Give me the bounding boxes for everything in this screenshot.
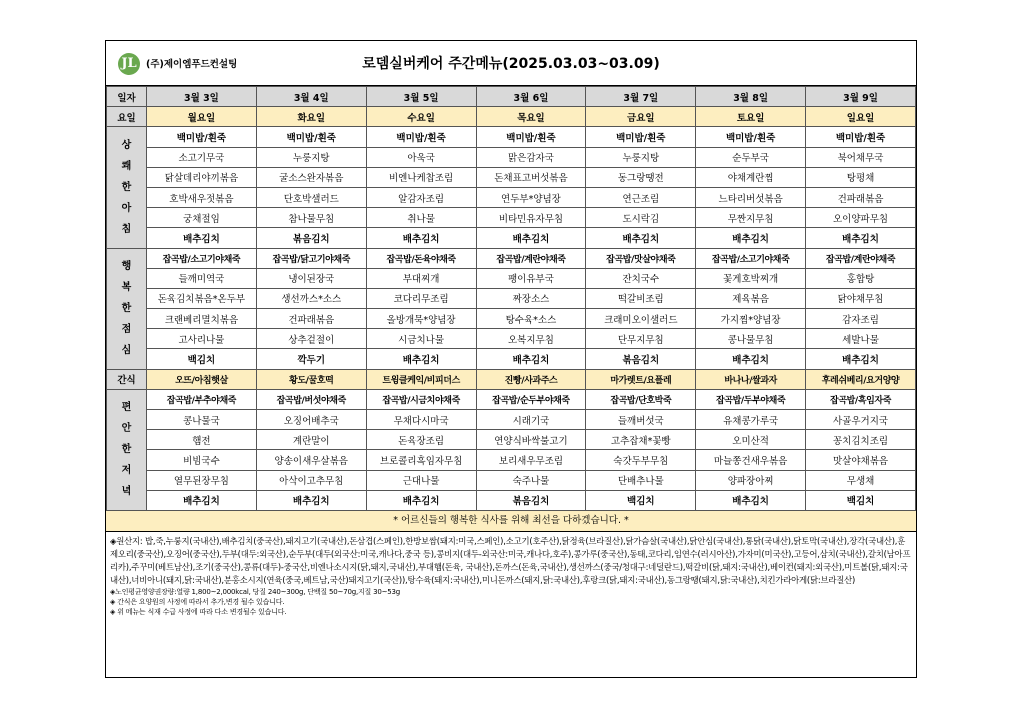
dinner-menu-item: 숙주나물 bbox=[476, 470, 586, 490]
breakfast-menu-item: 연두부*양념장 bbox=[476, 187, 586, 207]
dinner-row bbox=[107, 430, 916, 450]
breakfast-menu-item: 배추김치 bbox=[806, 228, 916, 248]
lunch-label-char: 점 bbox=[121, 324, 132, 336]
lunch-menu-item: 냉이된장국 bbox=[256, 268, 366, 288]
day-row bbox=[107, 107, 916, 127]
snack-cell: 진빵/사과주스 bbox=[476, 369, 586, 389]
lunch-label-char: 한 bbox=[121, 303, 132, 315]
day-cell: 화요일 bbox=[256, 107, 366, 127]
dinner-label-char: 안 bbox=[121, 423, 132, 435]
lunch-menu-item: 오복지무침 bbox=[476, 329, 586, 349]
breakfast-menu-item: 비엔나케찹조림 bbox=[366, 167, 476, 187]
lunch-menu-item: 배추김치 bbox=[806, 349, 916, 369]
breakfast-label-char: 한 bbox=[121, 181, 132, 193]
dinner-menu-item: 잡곡밥/부추야채죽 bbox=[147, 389, 257, 409]
day-cell: 토요일 bbox=[696, 107, 806, 127]
lunch-menu-item: 배추김치 bbox=[476, 349, 586, 369]
dinner-menu-item: 맛살야채볶음 bbox=[806, 450, 916, 470]
breakfast-menu-item: 배추김치 bbox=[366, 228, 476, 248]
dinner-menu-item: 비빔국수 bbox=[147, 450, 257, 470]
lunch-menu-item: 들깨미역국 bbox=[147, 268, 257, 288]
change-note: ◈ 위 메뉴는 식재 수급 사정에 따라 다소 변경될수 있습니다. bbox=[110, 607, 287, 616]
lunch-menu-item: 볶음김치 bbox=[586, 349, 696, 369]
lunch-menu-item: 꽃게호박찌개 bbox=[696, 268, 806, 288]
date-cell: 3월 7일 bbox=[586, 87, 696, 107]
lunch-label-char: 심 bbox=[121, 345, 132, 357]
dinner-menu-item: 오미산적 bbox=[696, 430, 806, 450]
dinner-menu-item: 사골우거지국 bbox=[806, 410, 916, 430]
breakfast-menu-item: 비타민유자무침 bbox=[476, 208, 586, 228]
breakfast-menu-item: 야채계란찜 bbox=[696, 167, 806, 187]
dinner-menu-item: 배추김치 bbox=[256, 490, 366, 510]
breakfast-menu-item: 누룽지탕 bbox=[256, 147, 366, 167]
snack-cell: 바나나/쌀과자 bbox=[696, 369, 806, 389]
breakfast-menu-item: 무짠지무침 bbox=[696, 208, 806, 228]
dinner-menu-item: 계란말이 bbox=[256, 430, 366, 450]
breakfast-menu-item: 볶음김치 bbox=[256, 228, 366, 248]
date-cell: 3월 9일 bbox=[806, 87, 916, 107]
lunch-menu-item: 고사리나물 bbox=[147, 329, 257, 349]
breakfast-row bbox=[107, 187, 916, 207]
lunch-menu-item: 감자조림 bbox=[806, 309, 916, 329]
breakfast-menu-item: 취나물 bbox=[366, 208, 476, 228]
date-cell: 3월 5일 bbox=[366, 87, 476, 107]
dinner-menu-item: 돈육장조림 bbox=[366, 430, 476, 450]
lunch-menu-item: 백김치 bbox=[147, 349, 257, 369]
breakfast-menu-item: 건파래볶음 bbox=[806, 187, 916, 207]
dinner-menu-item: 배추김치 bbox=[147, 490, 257, 510]
lunch-menu-item: 배추김치 bbox=[696, 349, 806, 369]
lunch-row bbox=[107, 268, 916, 288]
dinner-label-char: 한 bbox=[121, 444, 132, 456]
dinner-menu-item: 잡곡밥/두부야채죽 bbox=[696, 389, 806, 409]
breakfast-label-char: 아 bbox=[121, 202, 132, 214]
lunch-menu-item: 짜장소스 bbox=[476, 288, 586, 308]
breakfast-menu-item: 백미밥/흰죽 bbox=[586, 127, 696, 147]
dinner-menu-item: 양파장아찌 bbox=[696, 470, 806, 490]
breakfast-menu-item: 순두부국 bbox=[696, 147, 806, 167]
dinner-row bbox=[107, 410, 916, 430]
dinner-menu-item: 보리새우무조림 bbox=[476, 450, 586, 470]
lunch-menu-item: 상추겉절이 bbox=[256, 329, 366, 349]
breakfast-menu-item: 백미밥/흰죽 bbox=[696, 127, 806, 147]
lunch-label-char: 행 bbox=[121, 261, 132, 273]
lunch-menu-item: 올방개묵*양념장 bbox=[366, 309, 476, 329]
lunch-menu-item: 세발나물 bbox=[806, 329, 916, 349]
breakfast-menu-item: 배추김치 bbox=[586, 228, 696, 248]
snack-cell: 트윙클케익/비피더스 bbox=[366, 369, 476, 389]
dinner-label-char: 저 bbox=[121, 465, 132, 477]
dinner-label bbox=[107, 389, 147, 510]
lunch-row bbox=[107, 349, 916, 369]
breakfast-menu-item: 탕평채 bbox=[806, 167, 916, 187]
breakfast-menu-item: 소고기무국 bbox=[147, 147, 257, 167]
breakfast-menu-item: 닭살데리야끼볶음 bbox=[147, 167, 257, 187]
lunch-menu-item: 제육볶음 bbox=[696, 288, 806, 308]
nutrition-note: ◈노인평균영양권장량:열량 1,800~2,000kcal, 당질 240~300g, 단백질 50~70g,지질 30~53g bbox=[110, 587, 401, 596]
breakfast-label-char: 침 bbox=[121, 223, 132, 235]
breakfast-menu-item: 배추김치 bbox=[476, 228, 586, 248]
lunch-menu-item: 코다리무조림 bbox=[366, 288, 476, 308]
lunch-menu-item: 단무지무침 bbox=[586, 329, 696, 349]
lunch-menu-item: 크랜베리멸치볶음 bbox=[147, 309, 257, 329]
breakfast-menu-item: 오이양파무침 bbox=[806, 208, 916, 228]
day-cell: 월요일 bbox=[147, 107, 257, 127]
page-title: 로뎀실버케어 주간메뉴(2025.03.03~03.09) bbox=[362, 56, 660, 72]
lunch-menu-item: 가지찜*양념장 bbox=[696, 309, 806, 329]
breakfast-menu-item: 참나물무침 bbox=[256, 208, 366, 228]
dinner-label-char: 편 bbox=[121, 402, 132, 414]
dinner-menu-item: 백김치 bbox=[586, 490, 696, 510]
lunch-label-char: 복 bbox=[121, 282, 132, 294]
dinner-menu-item: 백김치 bbox=[806, 490, 916, 510]
lunch-menu-item: 잡곡밥/닭고기야채죽 bbox=[256, 248, 366, 268]
lunch-menu-item: 잡곡밥/계란야채죽 bbox=[806, 248, 916, 268]
dinner-menu-item: 무생채 bbox=[806, 470, 916, 490]
breakfast-menu-item: 궁채절임 bbox=[147, 208, 257, 228]
lunch-menu-item: 팽이유부국 bbox=[476, 268, 586, 288]
dinner-menu-item: 배추김치 bbox=[366, 490, 476, 510]
lunch-menu-item: 생선까스*소스 bbox=[256, 288, 366, 308]
dinner-menu-item: 열무된장무침 bbox=[147, 470, 257, 490]
lunch-row bbox=[107, 248, 916, 268]
breakfast-row bbox=[107, 127, 916, 147]
breakfast-menu-item: 동그랑땡전 bbox=[586, 167, 696, 187]
breakfast-row bbox=[107, 208, 916, 228]
lunch-menu-item: 돈육김치볶음*온두부 bbox=[147, 288, 257, 308]
breakfast-menu-item: 도시락김 bbox=[586, 208, 696, 228]
breakfast-menu-item: 연근조림 bbox=[586, 187, 696, 207]
lunch-label bbox=[107, 248, 147, 369]
dinner-row bbox=[107, 490, 916, 510]
day-cell: 일요일 bbox=[806, 107, 916, 127]
breakfast-menu-item: 느타리버섯볶음 bbox=[696, 187, 806, 207]
breakfast-menu-item: 백미밥/흰죽 bbox=[366, 127, 476, 147]
snack-cell: 마가렛트/요플레 bbox=[586, 369, 696, 389]
dinner-menu-item: 아삭이고추무침 bbox=[256, 470, 366, 490]
lunch-menu-item: 건파래볶음 bbox=[256, 309, 366, 329]
snack-cell: 황도/꿀호떡 bbox=[256, 369, 366, 389]
slogan: * 어르신들의 행복한 식사를 위해 최선을 다하겠습니다. * bbox=[106, 511, 916, 532]
date-cell: 3월 4일 bbox=[256, 87, 366, 107]
breakfast-row bbox=[107, 147, 916, 167]
lunch-menu-item: 시금치나물 bbox=[366, 329, 476, 349]
breakfast-menu-item: 북어채무국 bbox=[806, 147, 916, 167]
day-cell: 목요일 bbox=[476, 107, 586, 127]
company-name: (주)제이엠푸드컨설팅 bbox=[146, 59, 238, 70]
origin-note: ◈원산지: 밥,죽,누룽지(국내산),배추김치(중국산),돼지고기(국내산),돈삼겹(스페인),한방보쌈(돼지:미국,스페인),소고기(호주산),닭정육(브라질산),닭가슴살(국내산),닭안심(국내산),통닭(국내산),닭토막(국내산),장각(국내산),훈제오리(중국산),오징어(중국산),두부(대두:외국산),순두부(대두(외국산:미국,캐나다,중국 등),콩비지(대두-외국산:미국,캐나다,호주),콩가루(중국산),동태,코다리,임연수(러시아산),가자미(미국산),고등어,삼치(국내산),갈치(남아프리카),주꾸미(베트남산),조기(중국산),콩류(대두)-중국산,비엔나소시지(닭,돼지,국내산),부대햄(돈육, 국내산),돈까스(돈육,국내산),생선까스(중국/청대구:네덜란드),떡갈비(닭,돼지:국내산),베이컨(돼지:외국산),미트볼(닭,돼지:국내산),너비아니(돼지,닭:국내산),분홍소시지(연육(중국,베트남,국산)돼지고기(국산)),탕수육(돼지:국내산),미니돈까스(돼지,닭:국내산),후랑크(닭,돼지:국내산),동그랑땡(돼지,닭:국내산),치킨가라아게(닭:브라질산) bbox=[110, 535, 911, 585]
dinner-menu-item: 연양식바싹불고기 bbox=[476, 430, 586, 450]
breakfast-row bbox=[107, 228, 916, 248]
dinner-row bbox=[107, 470, 916, 490]
dinner-menu-item: 양송이새우살볶음 bbox=[256, 450, 366, 470]
breakfast-menu-item: 백미밥/흰죽 bbox=[806, 127, 916, 147]
dinner-menu-item: 햄전 bbox=[147, 430, 257, 450]
lunch-menu-item: 잡곡밥/맛살야채죽 bbox=[586, 248, 696, 268]
lunch-row bbox=[107, 329, 916, 349]
dinner-menu-item: 볶음김치 bbox=[476, 490, 586, 510]
lunch-menu-item: 배추김치 bbox=[366, 349, 476, 369]
breakfast-label bbox=[107, 127, 147, 248]
header bbox=[106, 41, 916, 86]
lunch-menu-item: 부대찌개 bbox=[366, 268, 476, 288]
breakfast-menu-item: 백미밥/흰죽 bbox=[147, 127, 257, 147]
breakfast-menu-item: 맑은감자국 bbox=[476, 147, 586, 167]
breakfast-menu-item: 호박새우젓볶음 bbox=[147, 187, 257, 207]
date-row bbox=[107, 87, 916, 107]
dinner-menu-item: 잡곡밥/흑임자죽 bbox=[806, 389, 916, 409]
day-cell: 수요일 bbox=[366, 107, 476, 127]
dinner-menu-item: 숙갓두부무침 bbox=[586, 450, 696, 470]
snack-row bbox=[107, 369, 916, 389]
dinner-menu-item: 오징어배추국 bbox=[256, 410, 366, 430]
breakfast-label-char: 상 bbox=[121, 139, 132, 151]
breakfast-menu-item: 누룽지탕 bbox=[586, 147, 696, 167]
breakfast-menu-item: 백미밥/흰죽 bbox=[476, 127, 586, 147]
breakfast-menu-item: 배추김치 bbox=[147, 228, 257, 248]
lunch-menu-item: 잡곡밥/소고기야채죽 bbox=[696, 248, 806, 268]
lunch-menu-item: 잡곡밥/돈육야채죽 bbox=[366, 248, 476, 268]
dinner-menu-item: 유채콩가루국 bbox=[696, 410, 806, 430]
dinner-menu-item: 브로콜리흑임자무침 bbox=[366, 450, 476, 470]
menu-table bbox=[106, 86, 916, 511]
breakfast-menu-item: 단호박샐러드 bbox=[256, 187, 366, 207]
dinner-menu-item: 들깨버섯국 bbox=[586, 410, 696, 430]
dinner-menu-item: 고추잡채*꽃빵 bbox=[586, 430, 696, 450]
dinner-menu-item: 잡곡밥/버섯야채죽 bbox=[256, 389, 366, 409]
dinner-row bbox=[107, 389, 916, 409]
breakfast-menu-item: 굴소스완자볶음 bbox=[256, 167, 366, 187]
lunch-row bbox=[107, 309, 916, 329]
lunch-menu-item: 떡갈비조림 bbox=[586, 288, 696, 308]
dinner-menu-item: 꽁치김치조림 bbox=[806, 430, 916, 450]
breakfast-menu-item: 돈채표고버섯볶음 bbox=[476, 167, 586, 187]
day-cell: 금요일 bbox=[586, 107, 696, 127]
dinner-menu-item: 콩나물국 bbox=[147, 410, 257, 430]
dinner-menu-item: 무채다시마국 bbox=[366, 410, 476, 430]
lunch-menu-item: 잡곡밥/계란야채죽 bbox=[476, 248, 586, 268]
breakfast-label-char: 쾌 bbox=[121, 160, 132, 172]
breakfast-menu-item: 백미밥/흰죽 bbox=[256, 127, 366, 147]
breakfast-menu-item: 아욱국 bbox=[366, 147, 476, 167]
lunch-menu-item: 잡곡밥/소고기야채죽 bbox=[147, 248, 257, 268]
lunch-menu-item: 잔치국수 bbox=[586, 268, 696, 288]
breakfast-menu-item: 배추김치 bbox=[696, 228, 806, 248]
date-label: 일자 bbox=[107, 87, 147, 107]
date-cell: 3월 8일 bbox=[696, 87, 806, 107]
dinner-menu-item: 배추김치 bbox=[696, 490, 806, 510]
dinner-menu-item: 잡곡밥/단호박죽 bbox=[586, 389, 696, 409]
lunch-menu-item: 닭야채무침 bbox=[806, 288, 916, 308]
snack-cell: 오뜨/아침햇살 bbox=[147, 369, 257, 389]
dinner-menu-item: 잡곡밥/순두부야채죽 bbox=[476, 389, 586, 409]
menu-sheet bbox=[105, 40, 917, 678]
dinner-menu-item: 단배추나물 bbox=[586, 470, 696, 490]
dinner-row bbox=[107, 450, 916, 470]
dinner-label-char: 녁 bbox=[121, 486, 132, 498]
dinner-menu-item: 근대나물 bbox=[366, 470, 476, 490]
snack-cell: 후레쉬베리/요거양양 bbox=[806, 369, 916, 389]
lunch-menu-item: 탕수육*소스 bbox=[476, 309, 586, 329]
snack-label: 간식 bbox=[107, 369, 147, 389]
company-logo: JL bbox=[118, 53, 140, 75]
lunch-menu-item: 콩나물무침 bbox=[696, 329, 806, 349]
lunch-menu-item: 홍합탕 bbox=[806, 268, 916, 288]
lunch-menu-item: 깍두기 bbox=[256, 349, 366, 369]
dinner-menu-item: 시래기국 bbox=[476, 410, 586, 430]
lunch-menu-item: 크래미오이샐러드 bbox=[586, 309, 696, 329]
breakfast-row bbox=[107, 167, 916, 187]
day-label: 요일 bbox=[107, 107, 147, 127]
date-cell: 3월 6일 bbox=[476, 87, 586, 107]
breakfast-menu-item: 알감자조림 bbox=[366, 187, 476, 207]
lunch-row bbox=[107, 288, 916, 308]
dinner-menu-item: 마늘쫑건새우볶음 bbox=[696, 450, 806, 470]
dinner-menu-item: 잡곡밥/시금치야채죽 bbox=[366, 389, 476, 409]
notes bbox=[106, 532, 916, 620]
snack-note: ◈ 간식은 요양원의 사정에 따라서 추가,변경 될수 있습니다. bbox=[110, 597, 285, 606]
date-cell: 3월 3일 bbox=[147, 87, 257, 107]
